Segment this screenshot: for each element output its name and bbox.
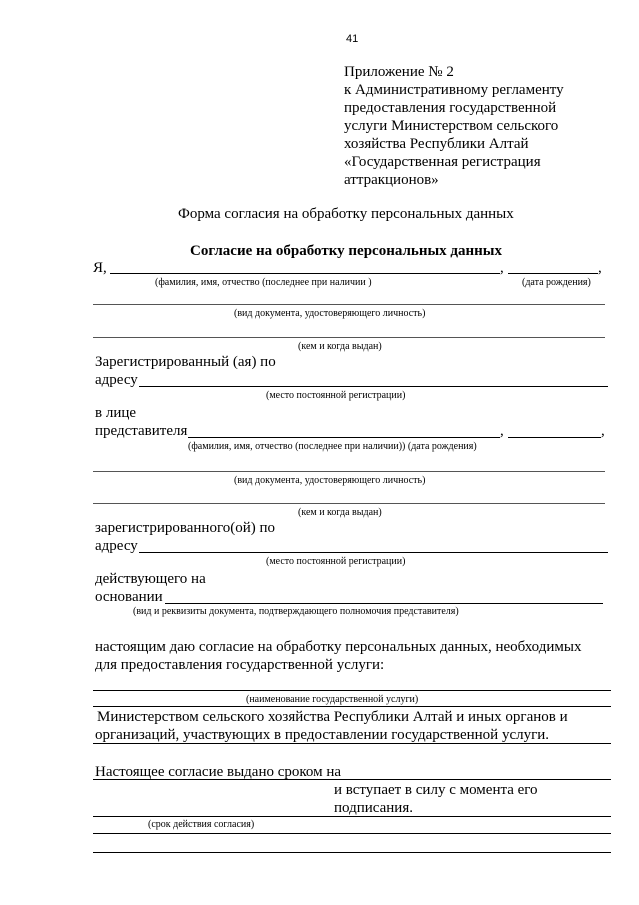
appendix-line: «Государственная регистрация: [344, 154, 541, 170]
comma: ,: [598, 260, 602, 276]
effect-line-2: подписания.: [334, 800, 413, 816]
reg-place-caption: (место постоянной регистрации): [266, 390, 406, 401]
fio-caption: (фамилия, имя, отчество (последнее при наличии ): [155, 277, 372, 288]
appendix-line: аттракционов»: [344, 172, 439, 188]
doc-input-line[interactable]: [93, 304, 605, 305]
registered2-label-1: зарегистрированного(ой) по: [95, 520, 276, 536]
term-label: Настоящее согласие выдано сроком на: [95, 764, 342, 780]
registered2-label-2: адресу: [95, 538, 138, 554]
consent-line-1: настоящим даю согласие на обработку персональных данных, необходимых: [95, 639, 582, 655]
rep-doc-input-line[interactable]: [93, 471, 605, 472]
basis-caption: (вид и реквизиты документа, подтверждающего полномочия представителя): [133, 606, 459, 617]
consent-heading: Согласие на обработку персональных данных: [190, 243, 503, 259]
comma: ,: [601, 423, 605, 439]
page-number: 41: [346, 33, 359, 45]
rep-reg-place-caption: (место постоянной регистрации): [266, 556, 406, 567]
rep-doc-caption: (вид документа, удостоверяющего личность): [234, 475, 426, 486]
appendix-block: [344, 63, 564, 189]
comma: ,: [500, 260, 504, 276]
dob-input-line[interactable]: [508, 273, 598, 274]
effect-line-1: и вступает в силу с момента его: [334, 782, 538, 798]
service-divider: [93, 706, 611, 707]
issued-caption: (кем и когда выдан): [298, 341, 382, 352]
registered-label-1: Зарегистрированный (ая) по: [95, 354, 276, 370]
ministry-line-2: организаций, участвующих в предоставлении государственной услуги.: [95, 727, 550, 743]
appendix-line: предоставления государственной: [344, 100, 557, 116]
form-title: Форма согласия на обработку персональных данных: [178, 206, 514, 222]
rep-label-2: представителя: [95, 423, 188, 439]
rep-address-input-line[interactable]: [139, 552, 608, 553]
term-input-line[interactable]: [93, 779, 611, 780]
service-input-line[interactable]: [93, 690, 611, 691]
signature-line-2[interactable]: [93, 852, 611, 853]
appendix-line: Приложение № 2: [344, 64, 454, 80]
dob-caption: (дата рождения): [522, 277, 591, 288]
ministry-line-1: Министерством сельского хозяйства Республики Алтай и иных органов и: [97, 709, 568, 725]
ministry-divider: [93, 743, 611, 744]
comma: ,: [500, 423, 504, 439]
signature-line-1[interactable]: [93, 833, 611, 834]
acting-label-2: основании: [95, 589, 163, 605]
rep-issued-input-line[interactable]: [93, 503, 605, 504]
term-caption: (срок действия согласия): [148, 819, 255, 830]
appendix-line: хозяйства Республики Алтай: [344, 136, 529, 152]
appendix-line: услуги Министерством сельского: [344, 118, 559, 134]
rep-label-1: в лице: [95, 405, 137, 421]
ya-label: Я,: [93, 260, 107, 276]
basis-input-line[interactable]: [165, 603, 603, 604]
rep-dob-input-line[interactable]: [508, 437, 601, 438]
address-input-line[interactable]: [139, 386, 608, 387]
rep-issued-caption: (кем и когда выдан): [298, 507, 382, 518]
appendix-line: к Административному регламенту: [344, 82, 564, 98]
acting-label-1: действующего на: [95, 571, 206, 587]
term-divider: [93, 816, 611, 817]
rep-fio-input-line[interactable]: [188, 437, 500, 438]
doc-caption: (вид документа, удостоверяющего личность): [234, 308, 426, 319]
service-caption: (наименование государственной услуги): [246, 694, 419, 705]
fio-input-line[interactable]: [110, 273, 500, 274]
registered-label-2: адресу: [95, 372, 138, 388]
consent-line-2: для предоставления государственной услуги:: [95, 657, 385, 673]
rep-caption: (фамилия, имя, отчество (последнее при наличии)) (дата рождения): [188, 441, 477, 452]
issued-input-line[interactable]: [93, 337, 605, 338]
